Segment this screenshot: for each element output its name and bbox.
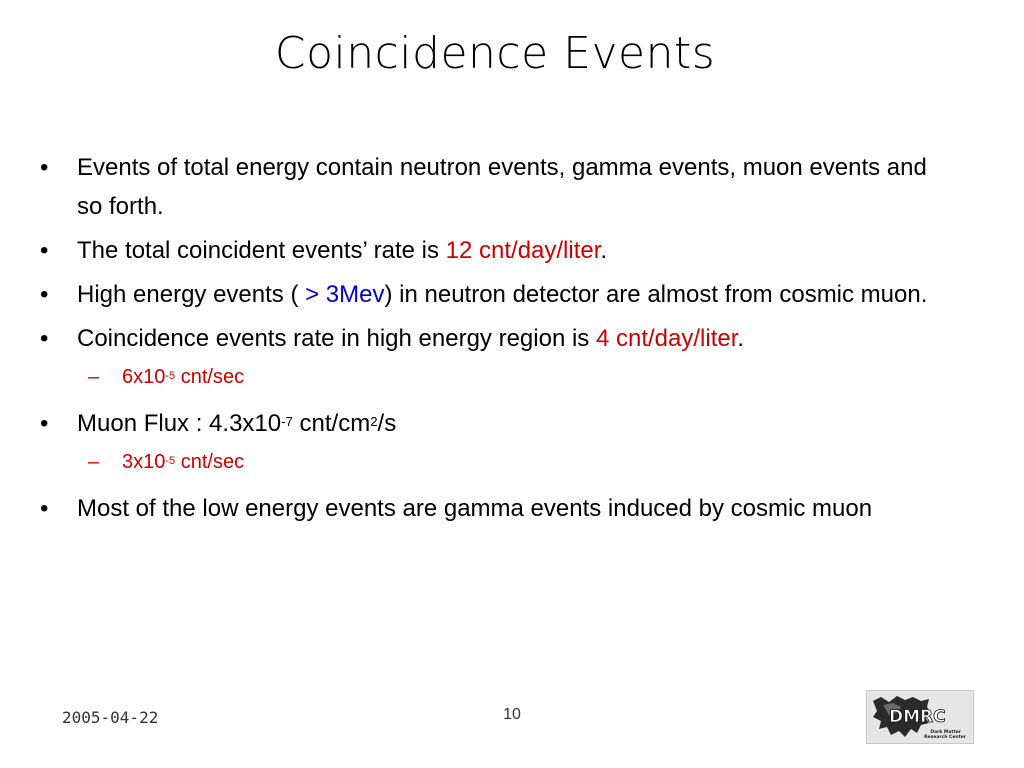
bullet-list xyxy=(34,148,934,533)
sub-bullet-item xyxy=(34,362,934,392)
logo-subtitle-line2: Research Center xyxy=(924,735,966,740)
sub-bullet-dash: – xyxy=(88,451,100,473)
bullet-item xyxy=(34,404,934,443)
bullet-item xyxy=(34,148,934,226)
logo-text: DMRC xyxy=(889,707,946,727)
bullet-text: The total coincident events’ rate is xyxy=(77,237,446,264)
sub-bullet-text: cnt/sec xyxy=(175,366,245,388)
dmrc-logo xyxy=(866,690,974,744)
bullet-text: Events of total energy contain neutron events, gamma events, muon events and so forth. xyxy=(77,154,927,220)
superscript: -5 xyxy=(165,370,176,383)
sub-bullet-text: 3x10 xyxy=(122,451,166,473)
sub-bullet-dash: – xyxy=(88,366,100,388)
bullet-text: > 3Mev xyxy=(305,281,385,308)
bullet-text: /s xyxy=(377,410,397,437)
bullet-text: Coincidence events rate in high energy region is xyxy=(77,325,596,352)
bullet-item xyxy=(34,489,934,528)
logo-subtitle-line1: Dark Matter xyxy=(930,730,961,735)
bullet-item xyxy=(34,319,934,358)
bullet-item xyxy=(34,231,934,270)
page-number: 10 xyxy=(503,706,521,723)
footer-date: 2005-04-22 xyxy=(62,708,159,727)
bullet-glyph: • xyxy=(40,495,49,522)
bullet-text: 4 cnt/day/liter xyxy=(595,325,738,352)
superscript: -7 xyxy=(281,414,293,430)
bullet-glyph: • xyxy=(40,154,49,181)
bullet-text: Most of the low energy events are gamma events induced by cosmic muon xyxy=(77,495,873,522)
sub-bullet-text: 6x10 xyxy=(122,366,166,388)
bullet-text: . xyxy=(600,237,608,264)
bullet-item xyxy=(34,275,934,314)
superscript: 2 xyxy=(370,414,378,430)
superscript: -5 xyxy=(165,455,176,468)
bullet-glyph: • xyxy=(40,281,49,308)
bullet-glyph: • xyxy=(40,237,49,264)
bullet-text: cnt/cm xyxy=(292,410,371,437)
sub-bullet-item xyxy=(34,447,934,477)
bullet-text: High energy events ( xyxy=(77,281,306,308)
bullet-text: 12 cnt/day/liter xyxy=(445,237,601,264)
bullet-text: ) in neutron detector are almost from cosmic muon. xyxy=(384,281,928,308)
bullet-text: Muon Flux : 4.3x10 xyxy=(77,410,282,437)
bullet-glyph: • xyxy=(40,410,49,437)
bullet-text: . xyxy=(737,325,745,352)
logo-graphic xyxy=(867,691,973,743)
bullet-glyph: • xyxy=(40,325,49,352)
slide-title: Coincidence Events xyxy=(274,28,716,79)
sub-bullet-text: cnt/sec xyxy=(175,451,245,473)
